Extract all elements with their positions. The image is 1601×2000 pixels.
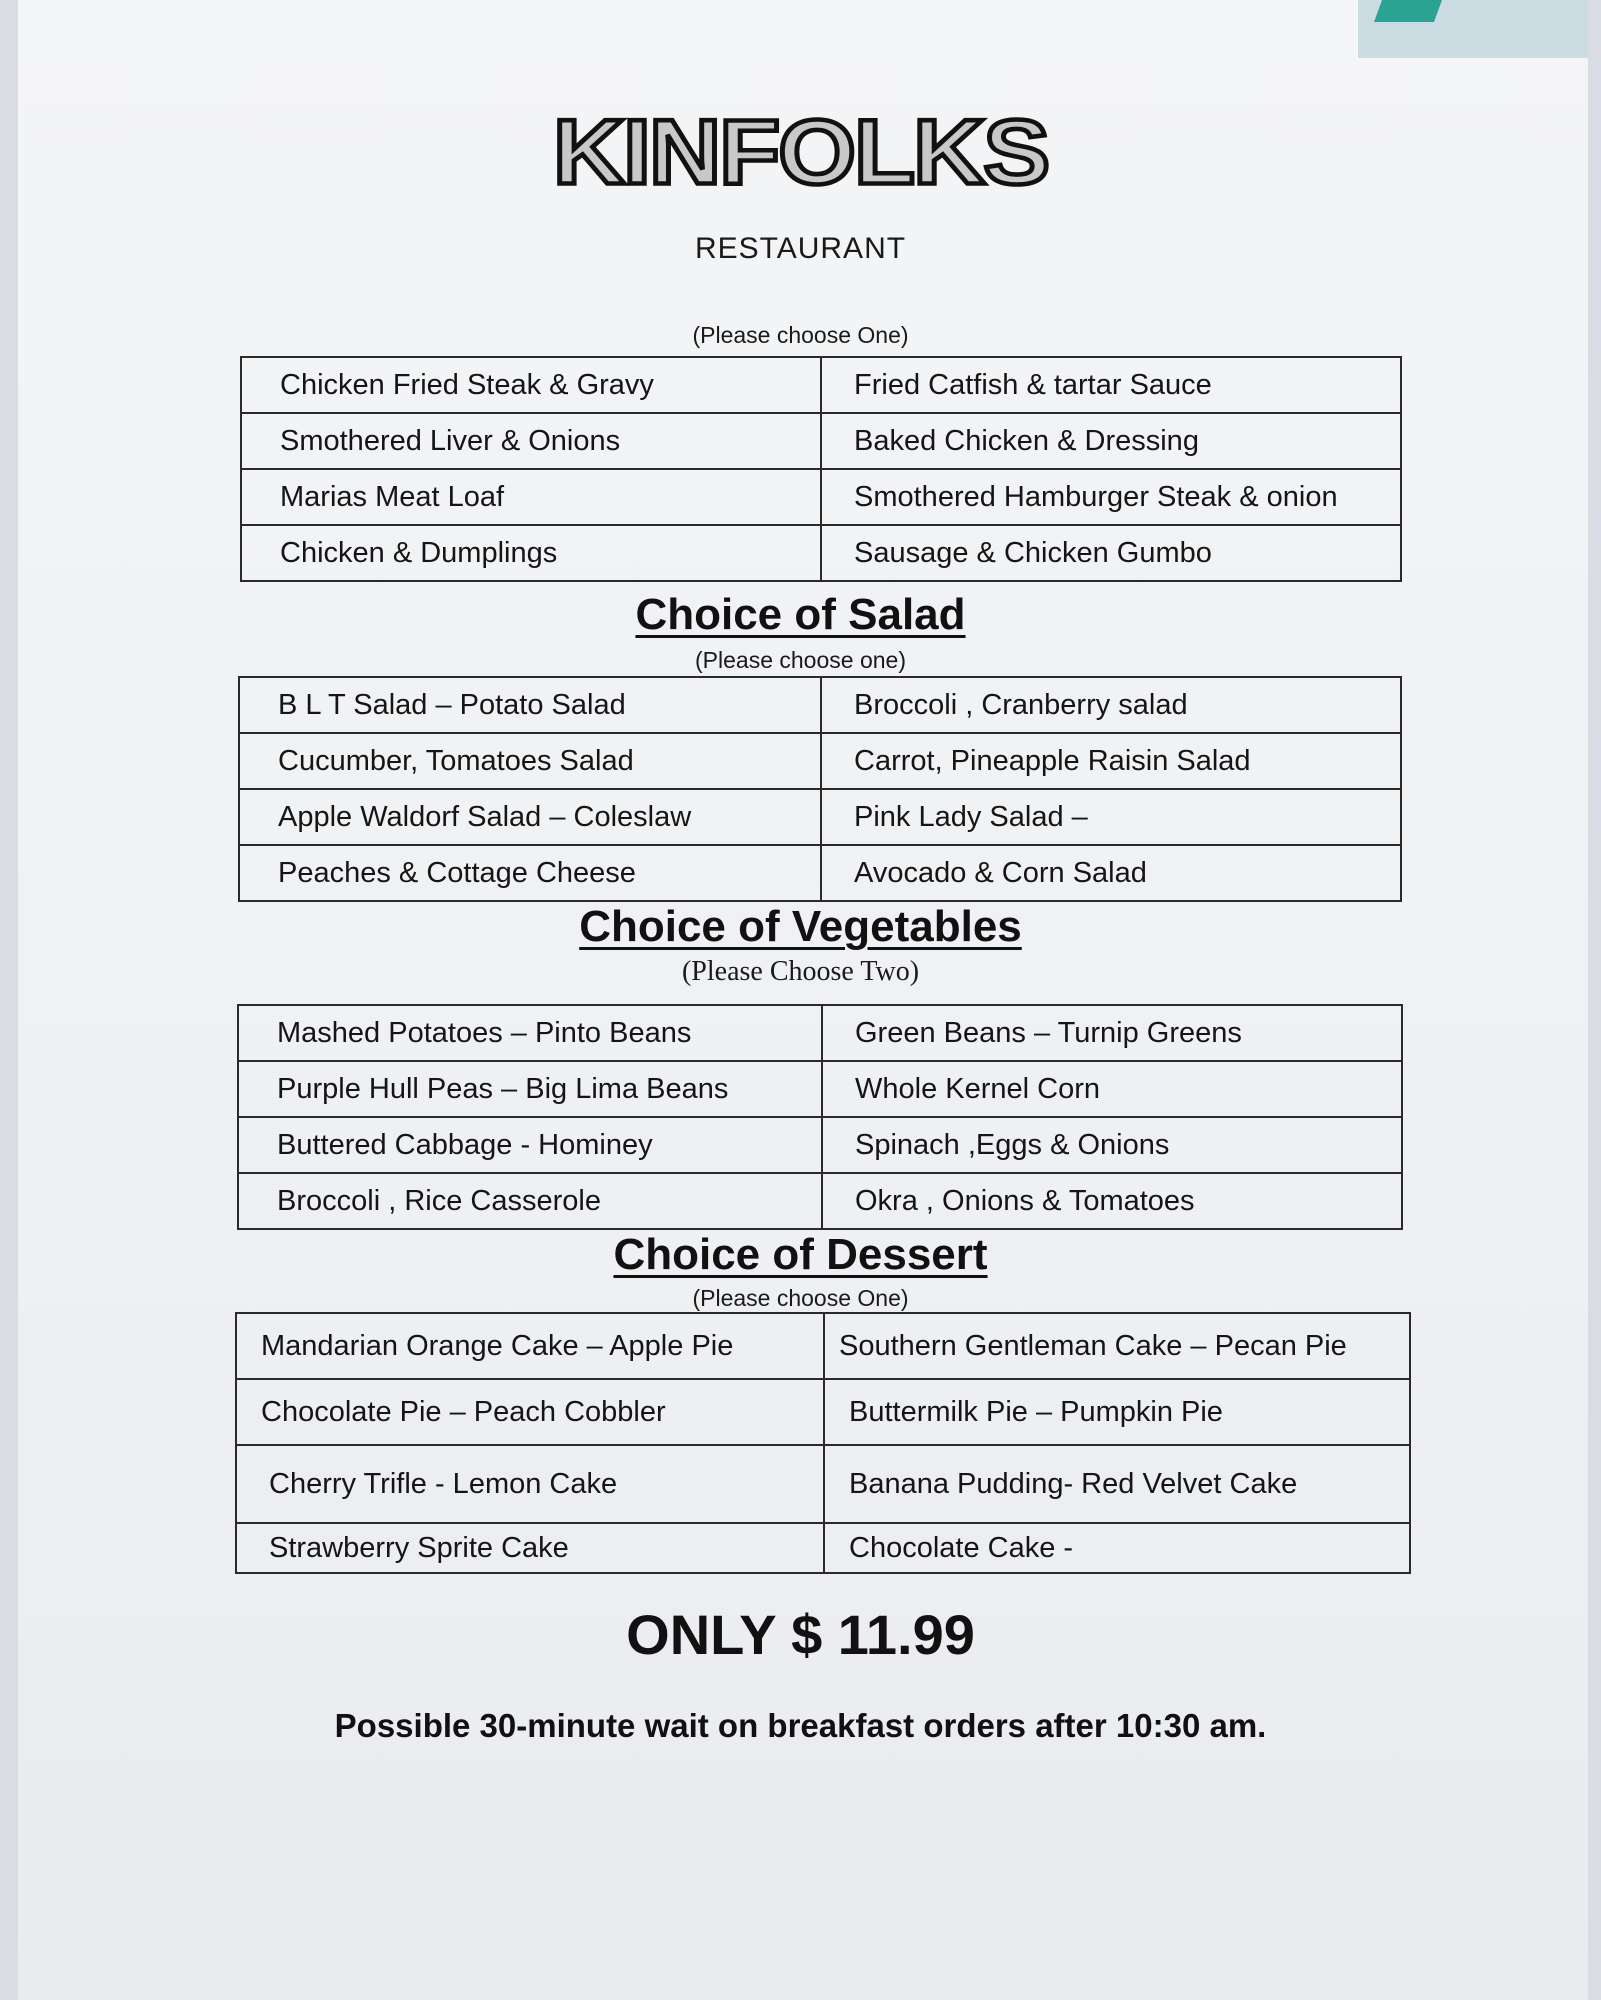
menu-item: Chicken Fried Steak & Gravy (241, 357, 821, 413)
table-row (238, 1005, 1402, 1061)
salad-instruction: (Please choose one) (695, 647, 906, 673)
table-row (238, 1173, 1402, 1229)
dessert-heading-text: Choice of Dessert (613, 1230, 988, 1279)
menu-item: Banana Pudding- Red Velvet Cake (824, 1445, 1410, 1523)
menu-item: Strawberry Sprite Cake (236, 1523, 824, 1573)
menu-item: Buttered Cabbage - Hominey (238, 1117, 822, 1173)
menu-item: Carrot, Pineapple Raisin Salad (821, 733, 1401, 789)
menu-item: Smothered Hamburger Steak & onion (821, 469, 1401, 525)
menu-item: Broccoli , Rice Casserole (238, 1173, 822, 1229)
menu-item: Apple Waldorf Salad – Coleslaw (239, 789, 821, 845)
wait-note: Possible 30-minute wait on breakfast orders after 10:30 am. (334, 1707, 1267, 1744)
menu-item: Southern Gentleman Cake – Pecan Pie (824, 1313, 1410, 1379)
menu-item: Cherry Trifle - Lemon Cake (236, 1445, 824, 1523)
table-row (239, 733, 1401, 789)
menu-item: Cucumber, Tomatoes Salad (239, 733, 821, 789)
table-row (241, 525, 1401, 581)
tape-green-strip (1374, 0, 1442, 22)
table-row (239, 789, 1401, 845)
menu-item: Fried Catfish & tartar Sauce (821, 357, 1401, 413)
menu-page (18, 0, 1588, 2000)
dessert-instruction: (Please choose One) (692, 1285, 909, 1311)
table-row (239, 677, 1401, 733)
menu-item: Avocado & Corn Salad (821, 845, 1401, 901)
menu-item: Chocolate Cake - (824, 1523, 1410, 1573)
menu-item: Pink Lady Salad – (821, 789, 1401, 845)
table-row (236, 1313, 1410, 1379)
dessert-heading (0, 1230, 1601, 1280)
menu-item: Mashed Potatoes – Pinto Beans (238, 1005, 822, 1061)
menu-item: Spinach ,Eggs & Onions (822, 1117, 1402, 1173)
salad-heading-text: Choice of Salad (635, 590, 966, 639)
menu-item: Chicken & Dumplings (241, 525, 821, 581)
dessert-table (235, 1312, 1411, 1574)
table-row (238, 1061, 1402, 1117)
menu-item: Chocolate Pie – Peach Cobbler (236, 1379, 824, 1445)
menu-item: Okra , Onions & Tomatoes (822, 1173, 1402, 1229)
vegetables-table (237, 1004, 1403, 1230)
menu-item: Whole Kernel Corn (822, 1061, 1402, 1117)
menu-item: Marias Meat Loaf (241, 469, 821, 525)
salad-table (238, 676, 1402, 902)
vegetables-heading-text: Choice of Vegetables (579, 902, 1022, 951)
entrees-instruction: (Please choose One) (692, 322, 909, 348)
table-row (236, 1445, 1410, 1523)
table-row (236, 1523, 1410, 1573)
menu-item: Green Beans – Turnip Greens (822, 1005, 1402, 1061)
menu-item: Broccoli , Cranberry salad (821, 677, 1401, 733)
menu-item: Buttermilk Pie – Pumpkin Pie (824, 1379, 1410, 1445)
vegetables-instruction: (Please Choose Two) (681, 956, 920, 987)
table-row (241, 469, 1401, 525)
table-row (239, 845, 1401, 901)
menu-item: Peaches & Cottage Cheese (239, 845, 821, 901)
table-row (238, 1117, 1402, 1173)
menu-item: Purple Hull Peas – Big Lima Beans (238, 1061, 822, 1117)
salad-heading (0, 590, 1601, 640)
menu-item: B L T Salad – Potato Salad (239, 677, 821, 733)
restaurant-subtitle: RESTAURANT (694, 232, 907, 265)
menu-item: Sausage & Chicken Gumbo (821, 525, 1401, 581)
logo (0, 95, 1601, 210)
price: ONLY $ 11.99 (626, 1603, 975, 1666)
logo-text: KINFOLKS (552, 100, 1049, 204)
menu-item: Mandarian Orange Cake – Apple Pie (236, 1313, 824, 1379)
table-row (241, 357, 1401, 413)
table-row (241, 413, 1401, 469)
menu-item: Baked Chicken & Dressing (821, 413, 1401, 469)
vegetables-heading (0, 902, 1601, 952)
table-row (236, 1379, 1410, 1445)
menu-item: Smothered Liver & Onions (241, 413, 821, 469)
entrees-table (240, 356, 1402, 582)
